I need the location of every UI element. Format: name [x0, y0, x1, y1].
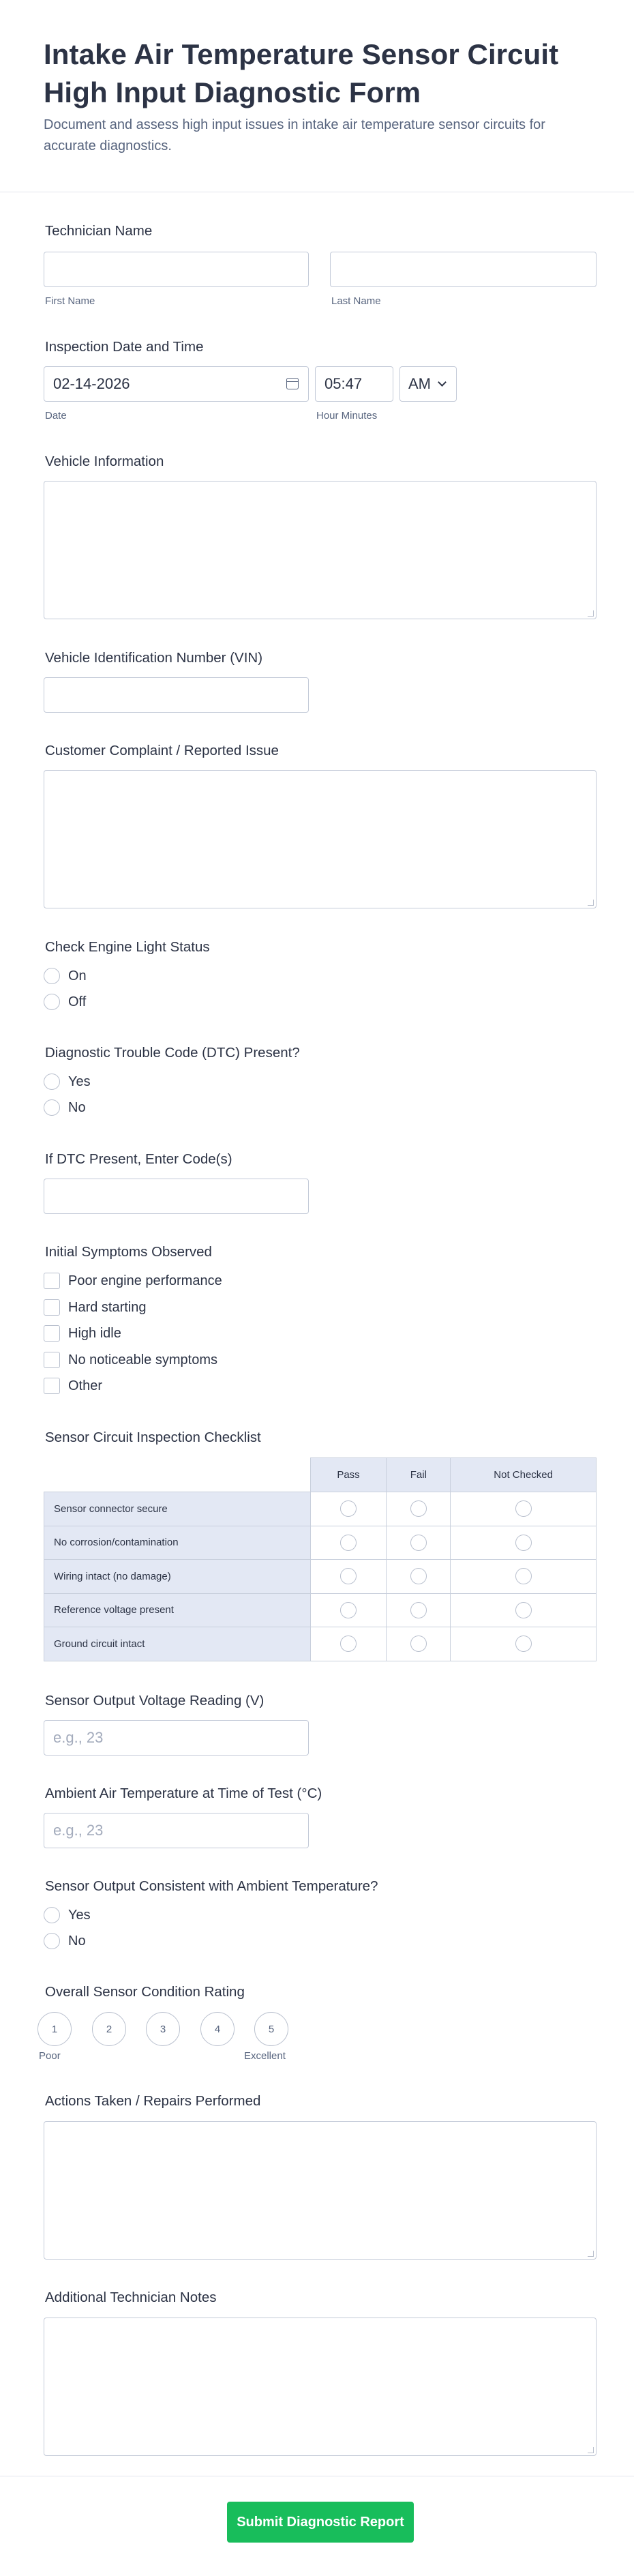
matrix-radio[interactable] — [340, 1602, 357, 1618]
matrix-radio[interactable] — [410, 1635, 427, 1652]
checkbox[interactable] — [44, 1325, 60, 1342]
symptom-option[interactable] — [44, 1273, 222, 1289]
checkbox[interactable] — [44, 1273, 60, 1289]
option-label: Yes — [68, 1074, 91, 1089]
cel-label: Check Engine Light Status — [45, 939, 210, 955]
matrix-row-label: Reference voltage present — [44, 1593, 311, 1627]
complaint-textarea[interactable] — [44, 770, 597, 908]
matrix-radio[interactable] — [515, 1635, 532, 1652]
rating-option[interactable]: 1 — [37, 2012, 72, 2046]
matrix-row — [44, 1492, 597, 1526]
checklist-label: Sensor Circuit Inspection Checklist — [45, 1430, 261, 1445]
matrix-radio[interactable] — [515, 1535, 532, 1551]
matrix-radio[interactable] — [340, 1635, 357, 1652]
ambient-input[interactable]: e.g., 23 — [44, 1813, 309, 1848]
dtc-label: Diagnostic Trouble Code (DTC) Present? — [45, 1045, 300, 1061]
time-input[interactable]: 05:47 — [315, 366, 393, 402]
checkbox[interactable] — [44, 1378, 60, 1394]
symptom-option[interactable] — [44, 1325, 121, 1342]
first-name-input[interactable] — [44, 252, 309, 287]
matrix-col-header: Not Checked — [451, 1458, 597, 1492]
complaint-label: Customer Complaint / Reported Issue — [45, 743, 279, 758]
option-label: Other — [68, 1378, 103, 1393]
last-name-input[interactable] — [330, 252, 597, 287]
matrix-radio[interactable] — [340, 1500, 357, 1517]
calendar-icon[interactable] — [286, 378, 299, 389]
option-label: Yes — [68, 1907, 91, 1923]
notes-textarea[interactable] — [44, 2318, 597, 2456]
last-name-sublabel: Last Name — [331, 295, 381, 307]
matrix-radio[interactable] — [340, 1535, 357, 1551]
radio-button[interactable] — [44, 1074, 60, 1090]
radio-button[interactable] — [44, 994, 60, 1010]
first-name-sublabel: First Name — [45, 295, 95, 307]
rating-label: Overall Sensor Condition Rating — [45, 1984, 245, 2000]
radio-button[interactable] — [44, 1099, 60, 1116]
radio-button[interactable] — [44, 968, 60, 984]
matrix-row — [44, 1593, 597, 1627]
symptom-option[interactable] — [44, 1378, 102, 1394]
dtc-codes-label: If DTC Present, Enter Code(s) — [45, 1151, 232, 1167]
checkbox[interactable] — [44, 1352, 60, 1368]
date-sublabel: Date — [45, 410, 67, 421]
radio-button[interactable] — [44, 1933, 60, 1949]
matrix-col-header: Pass — [310, 1458, 387, 1492]
chevron-down-icon — [438, 378, 447, 387]
dtc-option-no[interactable] — [44, 1099, 86, 1116]
matrix-radio[interactable] — [410, 1568, 427, 1584]
rating-high-label: Excellent — [244, 2050, 286, 2062]
actions-textarea[interactable] — [44, 2121, 597, 2260]
vehicle-info-label: Vehicle Information — [45, 454, 164, 469]
option-label: No — [68, 1933, 86, 1949]
actions-label: Actions Taken / Repairs Performed — [45, 2093, 261, 2109]
symptoms-label: Initial Symptoms Observed — [45, 1244, 212, 1260]
voltage-input[interactable]: e.g., 23 — [44, 1720, 309, 1756]
option-label: No — [68, 1099, 86, 1115]
rating-option[interactable]: 2 — [92, 2012, 126, 2046]
matrix-radio[interactable] — [515, 1500, 532, 1517]
matrix-col-header: Fail — [387, 1458, 451, 1492]
form-title: Intake Air Temperature Sensor Circuit High Input Diagnostic Form — [44, 38, 559, 108]
option-label: No noticeable symptoms — [68, 1352, 217, 1367]
vehicle-info-textarea[interactable] — [44, 481, 597, 619]
consistent-label: Sensor Output Consistent with Ambient Temperature? — [45, 1878, 378, 1894]
matrix-radio[interactable] — [410, 1602, 427, 1618]
ampm-select[interactable] — [399, 366, 457, 402]
matrix-row — [44, 1560, 597, 1594]
matrix-corner — [44, 1458, 311, 1492]
vin-input[interactable] — [44, 677, 309, 713]
matrix-row-label: Ground circuit intact — [44, 1627, 311, 1661]
matrix-radio[interactable] — [340, 1568, 357, 1584]
cel-option-off[interactable] — [44, 994, 86, 1010]
form-header — [0, 0, 634, 192]
ambient-label: Ambient Air Temperature at Time of Test (°C) — [45, 1786, 322, 1801]
matrix-row — [44, 1627, 597, 1661]
inspection-datetime-label: Inspection Date and Time — [45, 339, 204, 355]
matrix-row-label: Wiring intact (no damage) — [44, 1560, 311, 1594]
consistent-option-no[interactable] — [44, 1933, 86, 1949]
option-label: High idle — [68, 1325, 121, 1341]
checklist-matrix — [44, 1457, 597, 1661]
dtc-option-yes[interactable] — [44, 1074, 91, 1090]
matrix-row-label: No corrosion/contamination — [44, 1526, 311, 1560]
voltage-label: Sensor Output Voltage Reading (V) — [45, 1693, 265, 1708]
option-label: Hard starting — [68, 1299, 147, 1315]
rating-option[interactable]: 3 — [146, 2012, 180, 2046]
option-label: Off — [68, 994, 87, 1009]
matrix-header-row — [44, 1458, 597, 1492]
vin-label: Vehicle Identification Number (VIN) — [45, 650, 263, 666]
matrix-row — [44, 1526, 597, 1560]
rating-option[interactable]: 5 — [254, 2012, 288, 2046]
symptom-option[interactable] — [44, 1352, 217, 1368]
radio-button[interactable] — [44, 1907, 60, 1923]
time-sublabel: Hour Minutes — [316, 410, 378, 421]
cel-option-on[interactable] — [44, 968, 87, 984]
option-label: On — [68, 968, 87, 983]
consistent-option-yes[interactable] — [44, 1907, 91, 1923]
matrix-radio[interactable] — [410, 1535, 427, 1551]
option-label: Poor engine performance — [68, 1273, 222, 1288]
rating-option[interactable]: 4 — [200, 2012, 235, 2046]
submit-button[interactable]: Submit Diagnostic Report — [227, 2502, 414, 2543]
matrix-radio[interactable] — [515, 1602, 532, 1618]
date-value: 02-14-2026 — [53, 375, 130, 392]
date-input[interactable] — [44, 366, 309, 402]
dtc-codes-input[interactable] — [44, 1179, 309, 1214]
ampm-value: AM — [408, 375, 431, 392]
matrix-row-label: Sensor connector secure — [44, 1492, 311, 1526]
notes-label: Additional Technician Notes — [45, 2290, 217, 2305]
checkbox[interactable] — [44, 1299, 60, 1316]
rating-low-label: Poor — [39, 2050, 61, 2062]
matrix-radio[interactable] — [410, 1500, 427, 1517]
form-description: Document and assess high input issues in intake air temperature sensor circuits for accurate diagnostics. — [44, 117, 545, 153]
technician-name-label: Technician Name — [45, 223, 153, 239]
symptom-option[interactable] — [44, 1299, 147, 1316]
matrix-radio[interactable] — [515, 1568, 532, 1584]
